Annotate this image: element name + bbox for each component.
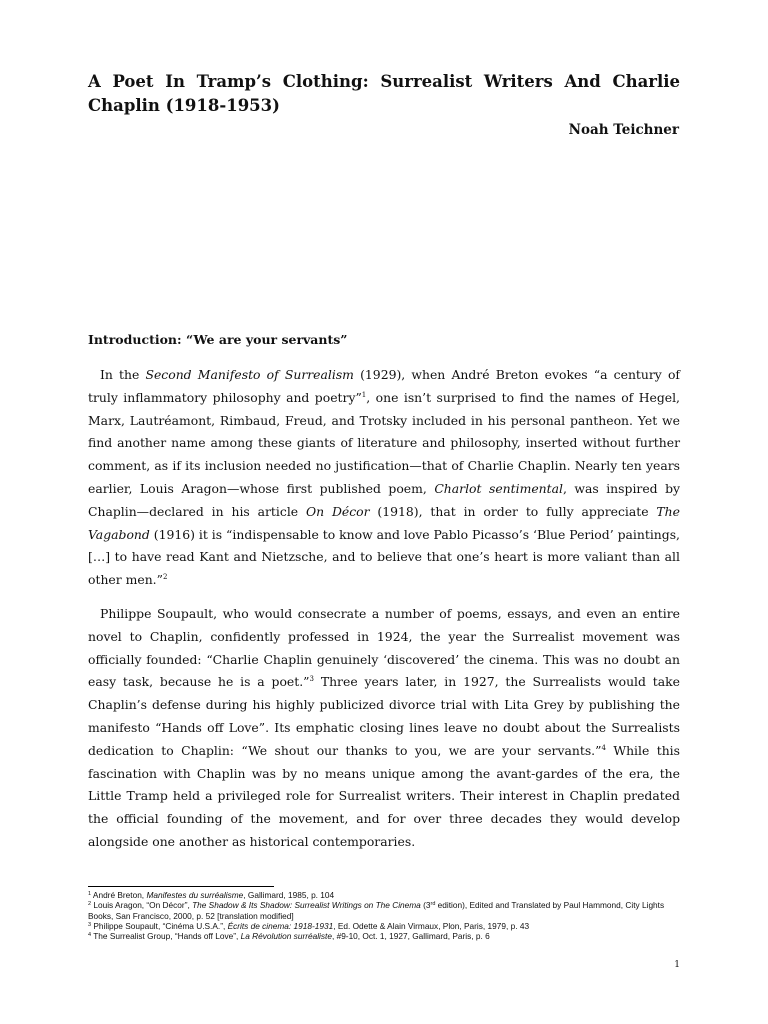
footnote-2: $^2$ Louis Aragon, “On Décor”, The Shadow & Its Shadow: Surrealist Writings on The Cinema (3rd edition), Edited and Translated by Paul Hammond, City Lights Books, San Francisco, 2000, p. 52 [translation modified] bbox=[88, 900, 665, 921]
footnotes bbox=[88, 890, 682, 941]
paragraph-1: In the Second Manifesto of Surrealism (1929), when André Breton evokes “a century of truly inflammatory philosophy and poetry”$^1$, one isn’t surprised to find the names of Hegel, Marx, Lautréamont, Rimbaud, Freud, and Trotsky included in his personal pantheon. Yet we find another name among these giants of literature and philosophy, inserted without further comment, as if its inclusion needed no justification—that of Charlie Chaplin. Nearly ten years earlier, Louis Aragon—whose first published poem, Charlot sentimental, was inspired by Chaplin—declared in his article On Décor (1918), that in order to fully appreciate The Vagabond (1916) it is “indispensable to know and love Pablo Picasso’s ‘Blue Period’ paintings, […] to have read Kant and Nietzsche, and to believe that one’s heart is more valiant than all other men.”$^2$ bbox=[88, 367, 681, 588]
section-heading: Introduction: “We are your servants” bbox=[88, 332, 348, 347]
page-number: 1 bbox=[674, 960, 680, 970]
footnote-3: $^3$ Philippe Soupault, “Cinéma U.S.A.”, Écrits de cinema: 1918-1931, Ed. Odette & Alain Virmaux, Plon, Paris, 1979, p. 43 bbox=[88, 920, 530, 931]
footnote-divider bbox=[88, 886, 274, 887]
paper-title: A Poet In Tramp’s Clothing: Surrealist Writers And Charlie Chaplin (1918-1953) bbox=[88, 72, 680, 115]
footnote-1: $^1$ André Breton, Manifestes du surréalisme, Gallimard, 1985, p. 104 bbox=[88, 890, 335, 900]
footnote-ref-2[interactable]: 2 bbox=[162, 573, 168, 582]
footnote-ref-1[interactable]: 1 bbox=[361, 390, 367, 399]
footnote-ref-3[interactable]: 3 bbox=[309, 675, 314, 684]
paragraph-2: Philippe Soupault, who would consecrate a number of poems, essays, and even an entire novel to Chaplin, confidently professed in 1924, the year the Surrealist movement was officially founded: “Charlie Chaplin genuinely ‘discovered’ the cinema. This was no doubt an easy task, because he is a poet.”$^3$ Three years later, in 1927, the Surrealists would take Chaplin’s defense during his highly publicized divorce trial with Lita Grey by publishing the manifesto “Hands off Love”. Its emphatic closing lines leave no doubt about the Surrealists dedication to Chaplin: “We shout our thanks to you, we are your servants.”$^4$ While this fascination with Chaplin was by no means unique among the avant-gardes of the era, the Little Tramp held a privileged role for Surrealist writers. Their interest in Chaplin predated the official founding of the movement, and for over three decades they would develop alongside one another as historical contemporaries. bbox=[88, 606, 680, 849]
footnote-ref-4[interactable]: 4 bbox=[601, 743, 606, 752]
footnote-4: $^4$ The Surrealist Group, “Hands off Love”, La Révolution surréaliste, #9-10, Oct. 1, 1927, Gallimard, Paris, p. 6 bbox=[88, 931, 490, 942]
author-name: Noah Teichner bbox=[568, 122, 679, 138]
